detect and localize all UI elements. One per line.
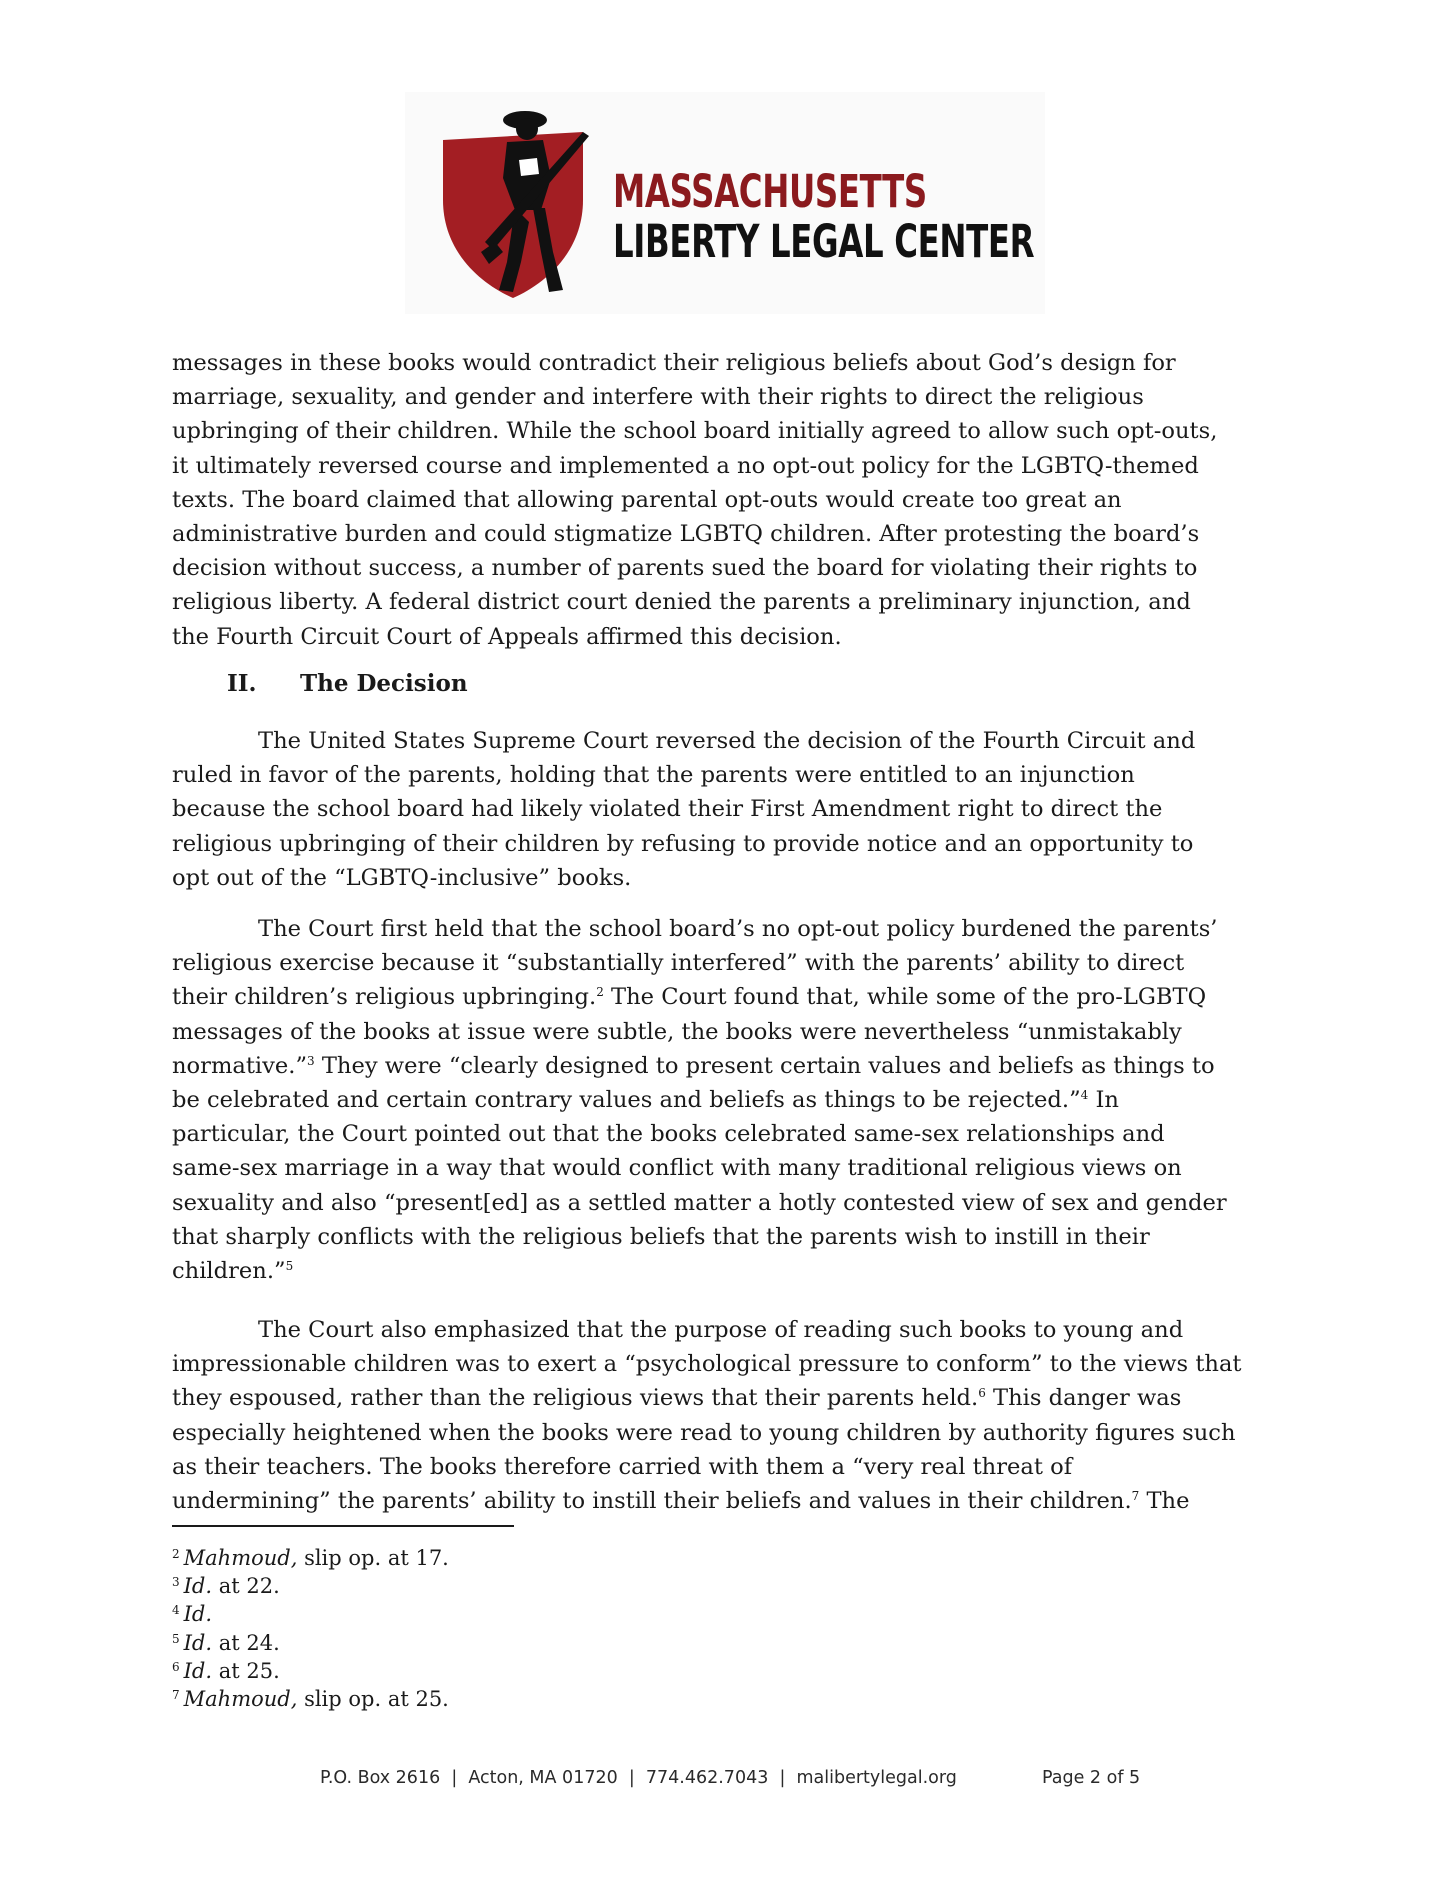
minuteman-shield-icon [433, 102, 603, 302]
text-line [172, 980, 1290, 1014]
paragraph-holding [172, 724, 1290, 895]
text-line: that sharply conflicts with the religious beliefs that the parents wish to instill in their [172, 1223, 1150, 1250]
footnote-ref[interactable]: 4 [1080, 1087, 1089, 1102]
section-number: II. [227, 670, 257, 697]
section-heading [227, 670, 468, 697]
text-line: decision without success, a number of parents sued the board for violating their rights to [172, 555, 1198, 582]
text-line: texts. The board claimed that allowing parental opt-outs would create too great an [172, 486, 1122, 513]
footnote-text: at 22. [212, 1574, 280, 1599]
page-number: Page 2 of 5 [1042, 1768, 1141, 1788]
text-line: messages of the books at issue were subtle, the books were nevertheless “unmistakably [172, 1018, 1182, 1045]
text-line [172, 1083, 1290, 1117]
footnote-ref[interactable]: 5 [285, 1258, 294, 1273]
text-line: religious exercise because it “substantially interfered” with the parents’ ability to direct [172, 950, 1185, 977]
text-line [172, 1254, 1290, 1288]
text-line: upbringing of their children. While the school board initially agreed to allow such opt-outs, [172, 418, 1218, 445]
footnote-text: slip op. at 17. [297, 1546, 449, 1570]
text-line [172, 1049, 1290, 1083]
footnote-ref[interactable]: 2 [596, 985, 604, 1000]
text-line: it ultimately reversed course and implemented a no opt-out policy for the LGBTQ-themed [172, 452, 1199, 479]
footnote [172, 1572, 449, 1600]
text-segment: children.” [172, 1257, 286, 1284]
paragraph-background [172, 346, 1290, 654]
text-line: ruled in favor of the parents, holding that the parents were entitled to an injunction [172, 762, 1135, 789]
paragraph-pressure [172, 1313, 1290, 1518]
text-line: marriage, sexuality, and gender and interfere with their rights to direct the religious [172, 384, 1144, 411]
footnote-ref[interactable]: 7 [1131, 1488, 1140, 1503]
footnote-citation: Id. [183, 1574, 213, 1599]
text-line: impressionable children was to exert a “psychological pressure to conform” to the views that [172, 1351, 1242, 1378]
text-line: because the school board had likely violated their First Amendment right to direct the [172, 796, 1163, 823]
text-line: sexuality and also “present[ed] as a settled matter a hotly contested view of sex and gender [172, 1189, 1227, 1216]
text-segment: The Court found that, while some of the pro-LGBTQ [603, 984, 1207, 1011]
logo-title-line1: MASSACHUSETTS [613, 165, 927, 218]
footnote-number: 5 [172, 1631, 180, 1646]
footnote-text: at 24. [212, 1630, 280, 1655]
footnote-divider [172, 1525, 514, 1527]
text-line: religious upbringing of their children by refusing to provide notice and an opportunity to [172, 830, 1194, 857]
text-segment: In [1088, 1086, 1119, 1113]
footnote-citation: Id. [183, 1602, 213, 1627]
text-segment: This danger was [985, 1385, 1182, 1412]
footnote-citation: Mahmoud, [183, 1687, 298, 1712]
text-segment: The [1139, 1487, 1190, 1514]
text-line: same-sex marriage in a way that would conflict with many traditional religious views on [172, 1155, 1182, 1182]
footnote-number: 3 [172, 1575, 180, 1590]
footnote-citation: Id. [183, 1658, 213, 1683]
footnote-number: 7 [172, 1688, 180, 1703]
footnote-text: slip op. at 25. [297, 1687, 449, 1712]
text-line: The United States Supreme Court reversed the decision of the Fourth Circuit and [258, 728, 1196, 754]
footnote-number: 6 [172, 1659, 180, 1674]
text-line: opt out of the “LGBTQ-inclusive” books. [172, 864, 632, 891]
footnote-citation: Mahmoud, [183, 1546, 298, 1570]
footnote-citation: Id. [183, 1630, 213, 1655]
footnote-number: 2 [172, 1547, 180, 1561]
footnote-text: at 25. [212, 1658, 280, 1683]
text-segment: normative.” [172, 1052, 308, 1079]
text-segment: They were “clearly designed to present certain values and beliefs as things to [314, 1052, 1215, 1079]
footnotes [172, 1544, 449, 1713]
text-line: particular, the Court pointed out that the books celebrated same-sex relationships and [172, 1121, 1165, 1148]
text-line [172, 1484, 1290, 1518]
text-line: especially heightened when the books were read to young children by authority figures such [172, 1419, 1236, 1446]
text-line: messages in these books would contradict their religious beliefs about God’s design for [172, 350, 1176, 376]
text-line: administrative burden and could stigmatize LGBTQ children. After protesting the board’s [172, 520, 1200, 547]
text-segment: be celebrated and certain contrary values and beliefs as things to be rejected.” [172, 1086, 1081, 1113]
footnote-ref[interactable]: 6 [978, 1386, 986, 1401]
footnote [172, 1685, 449, 1713]
text-line: religious liberty. A federal district court denied the parents a preliminary injunction, and [172, 589, 1191, 616]
section-title: The Decision [300, 670, 468, 697]
footnote [172, 1600, 449, 1628]
organization-logo [405, 92, 1045, 314]
footnote-number: 4 [172, 1603, 180, 1618]
logo-title-line2: LIBERTY LEGAL CENTER [613, 215, 1035, 268]
text-line: as their teachers. The books therefore carried with them a “very real threat of [172, 1453, 1073, 1480]
text-line: the Fourth Circuit Court of Appeals affirmed this decision. [172, 623, 842, 650]
footnote-ref[interactable]: 3 [307, 1053, 315, 1068]
footnote [172, 1629, 449, 1657]
text-line: The Court also emphasized that the purpose of reading such books to young and [258, 1317, 1184, 1343]
text-line: The Court first held that the school board’s no opt-out policy burdened the parents’ [258, 916, 1218, 942]
text-segment: undermining” the parents’ ability to instill their beliefs and values in their children. [172, 1487, 1132, 1514]
footer-contact: P.O. Box 2616 | Acton, MA 01720 | 774.462.7043 | malibertylegal.org [320, 1768, 957, 1788]
text-segment: they espoused, rather than the religious views that their parents held. [172, 1385, 979, 1412]
footnote [172, 1657, 449, 1685]
text-segment: their children’s religious upbringing. [172, 984, 597, 1011]
text-line [172, 1381, 1290, 1415]
footnote [172, 1544, 449, 1572]
paragraph-burden [172, 912, 1290, 1288]
